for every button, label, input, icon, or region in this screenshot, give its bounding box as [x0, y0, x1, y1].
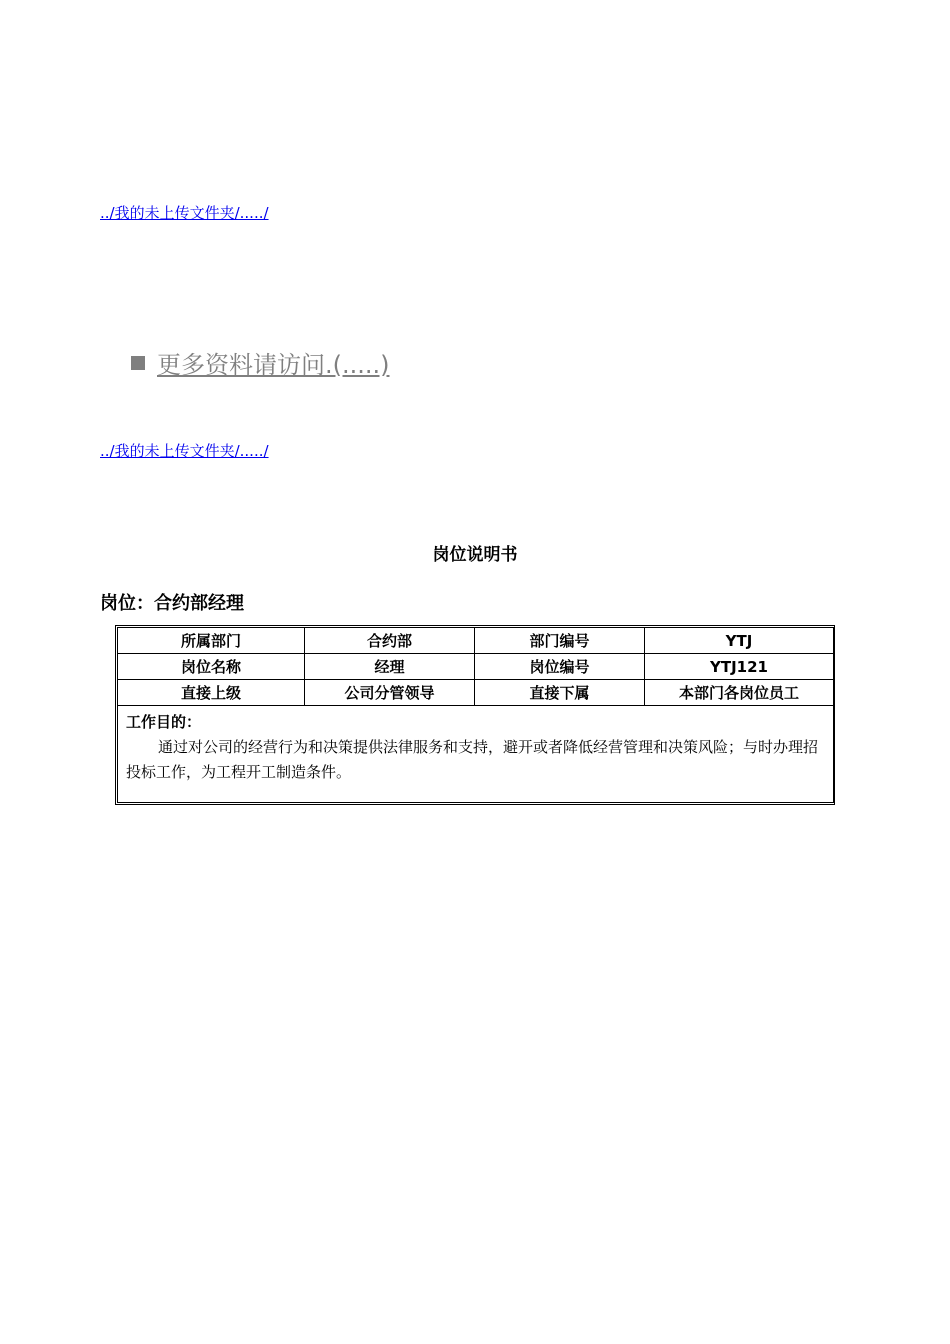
job-info-table [115, 625, 835, 805]
table-cell: 经理 [305, 654, 475, 680]
table-cell: YTJ [645, 628, 834, 654]
table-cell: 公司分管领导 [305, 680, 475, 706]
square-bullet-icon [131, 356, 145, 370]
table-cell: 岗位编号 [475, 654, 645, 680]
table-cell: YTJ121 [645, 654, 834, 680]
table-row [118, 628, 834, 654]
table-cell: 合约部 [305, 628, 475, 654]
work-purpose-label: 工作目的： [126, 713, 202, 731]
work-purpose-cell [118, 706, 834, 803]
table-row [118, 654, 834, 680]
more-info-link[interactable]: 更多资料请访问.(.....) [157, 351, 390, 379]
table-cell: 岗位名称 [118, 654, 305, 680]
work-purpose-text: 通过对公司的经营行为和决策提供法律服务和支持，避开或者降低经营管理和决策风险；与时办理招投标工作，为工程开工制造条件。 [126, 738, 819, 781]
table-cell: 直接下属 [475, 680, 645, 706]
table-row [118, 680, 834, 706]
folder-link[interactable]: ../我的未上传文件夹/...../ [100, 204, 269, 222]
table-row [118, 706, 834, 803]
folder-link[interactable]: ../我的未上传文件夹/...../ [100, 442, 269, 460]
table-cell: 所属部门 [118, 628, 305, 654]
more-info-row [131, 345, 390, 380]
table-cell: 直接上级 [118, 680, 305, 706]
table-cell: 本部门各岗位员工 [645, 680, 834, 706]
table-cell: 部门编号 [475, 628, 645, 654]
document-title: 岗位说明书 [432, 545, 518, 565]
position-heading: 岗位：合约部经理 [100, 593, 244, 614]
